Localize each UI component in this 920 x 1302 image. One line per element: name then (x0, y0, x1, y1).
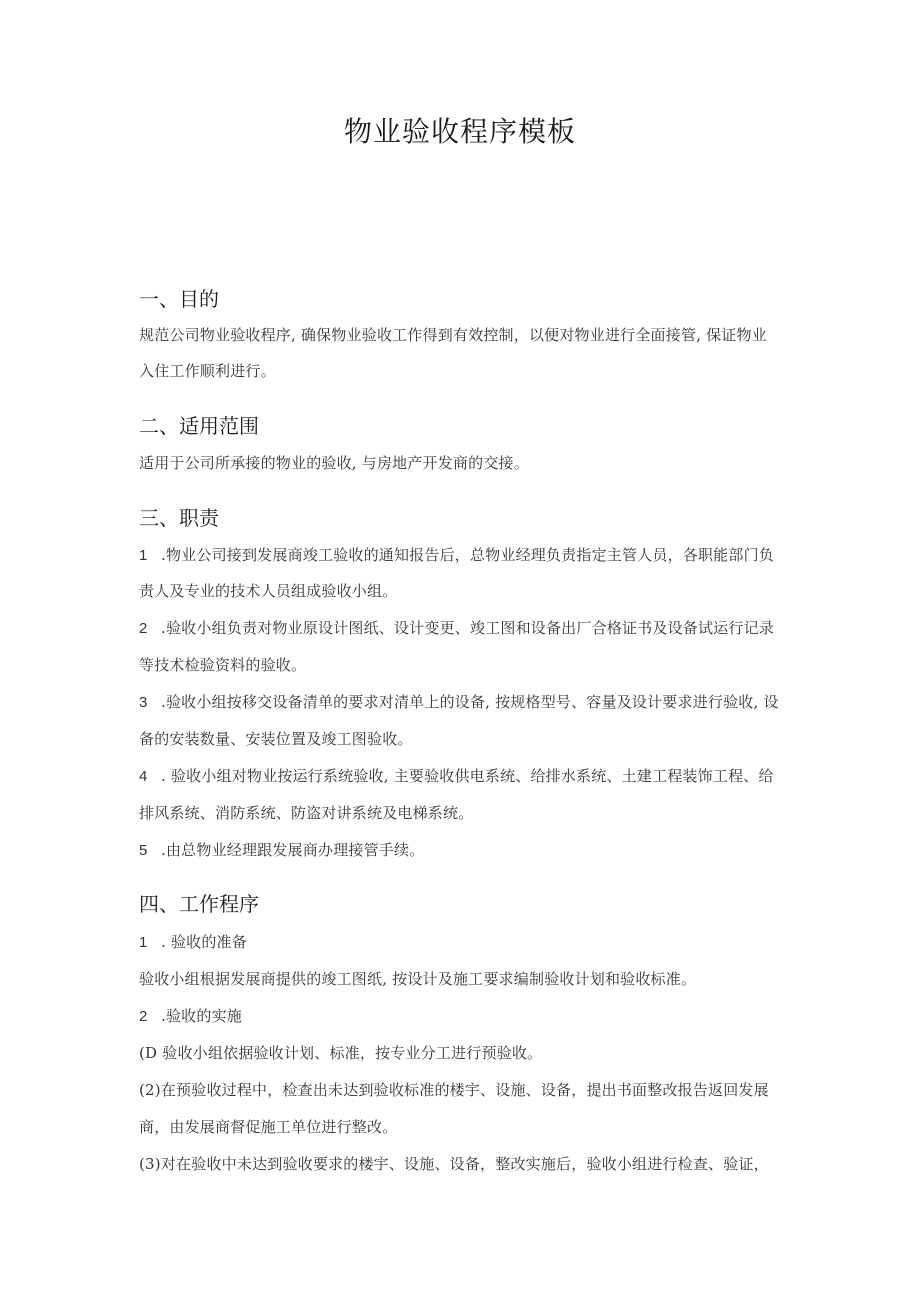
paragraph-line: 责人及专业的技术人员组成验收小组。 (139, 582, 398, 600)
list-item (139, 544, 774, 565)
item-number: 1 (139, 934, 148, 951)
item-text: .验收的实施 (161, 1007, 242, 1025)
item-number: 2 (139, 620, 148, 637)
paragraph-line: 规范公司物业验收程序, 确保物业验收工作得到有效控制，以便对物业进行全面接管, 保证物业 (139, 326, 767, 344)
item-number: 2 (139, 1008, 148, 1025)
item-number: 5 (139, 842, 148, 859)
list-item (139, 1005, 242, 1026)
paragraph-line: 验收小组根据发展商提供的竣工图纸, 按设计及施工要求编制验收计划和验收标准。 (139, 970, 697, 988)
paragraph-line: 入住工作顺利进行。 (139, 362, 276, 380)
paragraph-line: 排风系统、消防系统、防盗对讲系统及电梯系统。 (139, 804, 474, 822)
paragraph-line: 等技术检验资料的验收。 (139, 656, 307, 674)
paragraph-line: (2)在预验收过程中，检查出未达到验收标准的楼宇、设施、设备，提出书面整改报告返回发展 (139, 1081, 769, 1099)
paragraph-line: 商，由发展商督促施工单位进行整改。 (139, 1118, 398, 1136)
item-text: . 验收小组对物业按运行系统验收, 主要验收供电系统、给排水系统、土建工程装饰工程、给 (161, 767, 774, 785)
section-heading-scope: 二、适用范围 (139, 414, 259, 438)
item-text: .物业公司接到发展商竣工验收的通知报告后，总物业经理负责指定主管人员，各职能部门负 (161, 546, 774, 564)
paragraph-line: 适用于公司所承接的物业的验收, 与房地产开发商的交接。 (139, 454, 529, 472)
section-heading-responsibilities: 三、职责 (139, 506, 219, 530)
list-item (139, 765, 774, 786)
item-text: . 验收的准备 (161, 933, 247, 951)
paragraph-line: (3)对在验收中未达到验收要求的楼宇、设施、设备，整改实施后，验收小组进行检查、验证， (139, 1155, 769, 1173)
page-title: 物业验收程序模板 (343, 115, 576, 148)
item-text: .由总物业经理跟发展商办理接管手续。 (161, 841, 425, 859)
section-heading-procedure: 四、工作程序 (139, 892, 259, 916)
paragraph-line: 备的安装数量、安装位置及竣工图验收。 (139, 730, 413, 748)
item-number: 3 (139, 694, 148, 711)
item-number: 1 (139, 547, 148, 564)
list-item (139, 931, 247, 952)
item-number: 4 (139, 768, 148, 785)
item-text: .验收小组负责对物业原设计图纸、设计变更、竣工图和设备出厂合格证书及设备试运行记录 (161, 619, 774, 637)
item-text: .验收小组按移交设备清单的要求对清单上的设备, 按规格型号、容量及设计要求进行验收, 设 (161, 693, 779, 711)
section-heading-purpose: 一、目的 (139, 287, 219, 311)
list-item (139, 617, 774, 638)
list-item (139, 839, 424, 860)
paragraph-line: (D 验收小组依据验收计划、标准，按专业分工进行预验收。 (139, 1044, 543, 1062)
list-item (139, 691, 779, 712)
